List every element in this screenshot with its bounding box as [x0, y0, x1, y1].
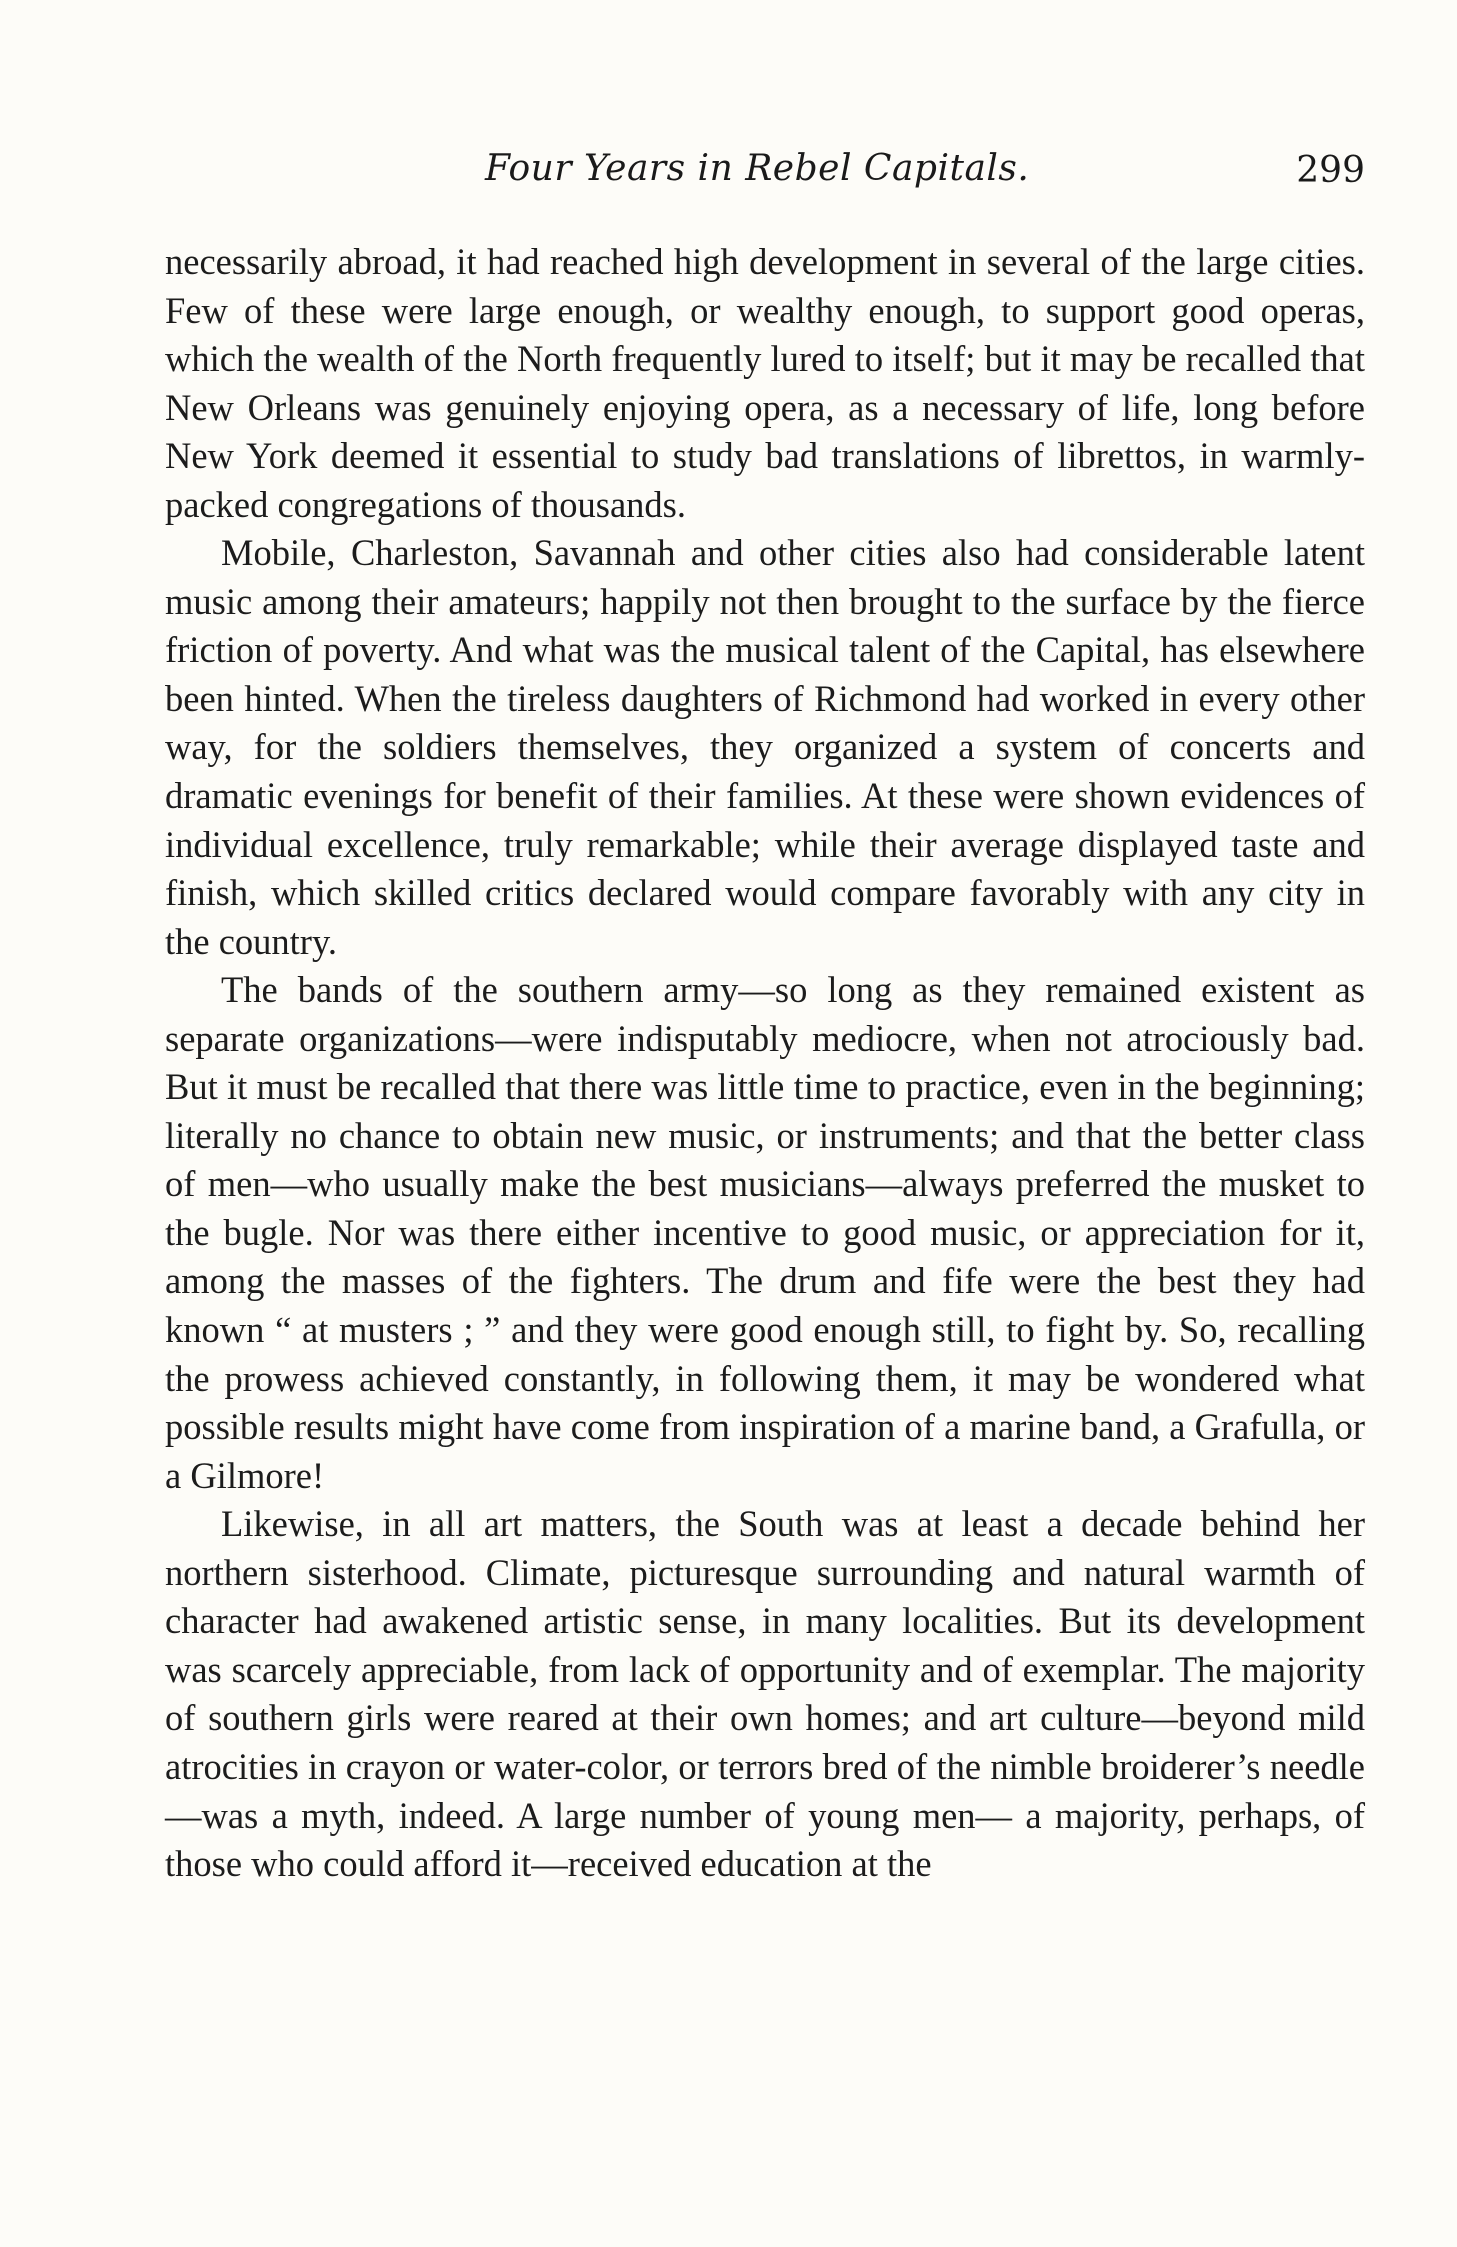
running-title: Four Years in Rebel Capitals.	[485, 148, 1030, 189]
paragraph-art-matters: Likewise, in all art matters, the South was at least a decade behind her northern sisterhood. Climate, picturesque surrounding and natural warmth of character had awakened artistic sense, in many localities. But its development was scarcely appreciable, from lack of opportunity and of exemplar. The majority of southern girls were reared at their own homes; and art culture—beyond mild atrocities in crayon or water-color, or terrors bred of the nimble broiderer’s needle—was a myth, indeed. A large number of young men— a majority, perhaps, of those who could afford it—received education at the	[165, 1503, 1365, 1885]
paragraph-army-bands: The bands of the southern army—so long as they remained existent as separate organizations—were indisputably mediocre, when not atrociously bad. But it must be recalled that there was little time to practice, even in the beginning; literally no chance to obtain new music, or instruments; and that the better class of men—who usually make the best musicians—always preferred the musket to the bugle. Nor was there either incentive to good music, or appreciation for it, among the masses of the fighters. The drum and fife were the best they had known “ at musters ; ” and they were good enough still, to fight by. So, recalling the prowess achieved constantly, in following them, it may be wondered what possible results might have come from inspiration of a marine band, a Grafulla, or a Gilmore!	[165, 969, 1365, 1496]
running-header	[165, 148, 1365, 218]
page-number: 299	[1296, 150, 1365, 191]
body-text	[165, 238, 1365, 1889]
paragraph-music-amateurs: Mobile, Charleston, Savannah and other cities also had considerable latent music among their amateurs; happily not then brought to the surface by the fierce friction of poverty. And what was the musical talent of the Capital, has elsewhere been hinted. When the tireless daughters of Richmond had worked in every other way, for the soldiers themselves, they organized a system of concerts and dramatic evenings for benefit of their families. At these were shown evidences of individual excellence, truly remarkable; while their average displayed taste and finish, which skilled critics declared would compare favorably with any city in the country.	[165, 532, 1365, 962]
paragraph-continued: necessarily abroad, it had reached high development in several of the large cities. Few of these were large enough, or wealthy enough, to support good operas, which the wealth of the North frequently lured to itself; but it may be recalled that New Orleans was genuinely enjoying opera, as a necessary of life, long before New York deemed it essential to study bad translations of librettos, in warmly-packed congregations of thousands.	[165, 241, 1365, 525]
